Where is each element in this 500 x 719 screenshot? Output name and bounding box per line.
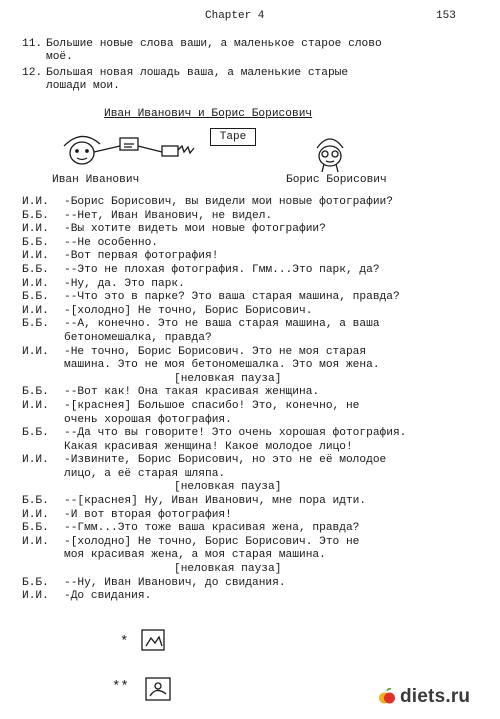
dialogue-text: очень хорошая фотография. bbox=[64, 413, 232, 426]
dialogue-line bbox=[22, 305, 492, 319]
speaker-label: И.И. bbox=[22, 535, 49, 548]
apple-icon bbox=[378, 688, 396, 706]
speaker-label: И.И. bbox=[22, 590, 49, 603]
dialogue-text: --Вот как! Она такая красивая женщина. bbox=[64, 386, 320, 399]
exercise-item bbox=[22, 38, 482, 64]
speaker-label: И.И. bbox=[22, 304, 49, 317]
speaker-label: Б.Б. bbox=[22, 236, 49, 249]
dialogue-line bbox=[22, 563, 492, 577]
dialogue-text: --А, конечно. Это не ваша старая машина, а ваша bbox=[64, 318, 380, 331]
dialogue-text: --Это не плохая фотография. Гмм...Это парк, да? bbox=[64, 263, 380, 276]
dialogue-line bbox=[22, 522, 492, 536]
dialogue-text: -Вот первая фотография! bbox=[64, 250, 219, 263]
speaker-label: Б.Б. bbox=[22, 263, 49, 276]
ivan-cartoon-icon bbox=[64, 136, 194, 164]
dialogue-text: -И вот вторая фотография! bbox=[64, 508, 232, 521]
dialogue-line bbox=[22, 386, 492, 400]
exercise-number: 12. bbox=[22, 67, 43, 79]
dialogue-line bbox=[22, 441, 492, 455]
dialogue-line bbox=[22, 318, 492, 332]
dialogue-text: -Ну, да. Это парк. bbox=[64, 277, 185, 290]
dialogue-line bbox=[22, 359, 492, 373]
dialogue-line bbox=[22, 196, 492, 210]
speaker-label: Б.Б. bbox=[22, 495, 49, 508]
dialogue-line bbox=[22, 481, 492, 495]
dialogue-text: --Нет, Иван Иванович, не видел. bbox=[64, 209, 273, 222]
speaker-label: Б.Б. bbox=[22, 522, 49, 535]
speaker-label: Б.Б. bbox=[22, 386, 49, 399]
chapter-label: Chapter 4 bbox=[205, 10, 265, 22]
dialogue-line bbox=[22, 332, 492, 346]
exercise-line: Большая новая лошадь ваша, а маленькие старые bbox=[46, 67, 349, 79]
dialogue-line bbox=[22, 250, 492, 264]
dialogue-text: моя красивая жена, а моя старая машина. bbox=[64, 549, 326, 562]
dialogue-text: [неловкая пауза] bbox=[174, 563, 282, 576]
dialogue-text: --Да что вы говорите! Это очень хорошая фотография. bbox=[64, 427, 407, 440]
speaker-label bbox=[22, 359, 64, 373]
dialogue-line bbox=[22, 278, 492, 292]
dialogue-line bbox=[22, 291, 492, 305]
dialogue-line bbox=[22, 495, 492, 509]
exercise-line: лошади мои. bbox=[46, 80, 120, 92]
dialogue-text: --Не особенно. bbox=[64, 236, 158, 249]
dialogue-line bbox=[22, 223, 492, 237]
speaker-label: И.И. bbox=[22, 277, 49, 290]
dialogue-text: -Не точно, Борис Борисович. Это не моя старая bbox=[64, 345, 367, 358]
speaker-label: И.И. bbox=[22, 196, 49, 208]
speaker-label bbox=[22, 441, 64, 455]
dialogue-text: бетономешалка, правда? bbox=[64, 331, 212, 344]
dialogue-text: -Борис Борисович, вы видели мои новые фотографии? bbox=[64, 196, 393, 208]
dialogue-line bbox=[22, 264, 492, 278]
dialogue-line bbox=[22, 590, 492, 604]
dialogue-text: --Что это в парке? Это ваша старая машина, правда? bbox=[64, 291, 400, 304]
speaker-label: И.И. bbox=[22, 508, 49, 521]
dialogue-text: -Извините, Борис Борисович, но это не её молодое bbox=[64, 454, 387, 467]
speaker-label: Б.Б. bbox=[22, 576, 49, 589]
photo-sketch-icon bbox=[112, 630, 170, 700]
dialogue-line bbox=[22, 414, 492, 428]
svg-text:**: ** bbox=[112, 679, 129, 695]
site-logo bbox=[378, 686, 470, 708]
dialogue-line bbox=[22, 549, 492, 563]
speaker-label: Б.Б. bbox=[22, 318, 49, 331]
dialogue-text: [неловкая пауза] bbox=[174, 372, 282, 385]
exercise-line: моё. bbox=[46, 51, 73, 63]
speaker-label: И.И. bbox=[22, 399, 49, 412]
dialogue-line bbox=[22, 536, 492, 550]
dialogue-text: [неловкая пауза] bbox=[174, 481, 282, 494]
exercise-item bbox=[22, 67, 482, 93]
svg-text:*: * bbox=[120, 634, 129, 650]
dialogue-text: машина. Это не моя бетономешалка. Это моя жена. bbox=[64, 359, 380, 372]
dialogue-line bbox=[22, 373, 492, 387]
speaker-label: Б.Б. bbox=[22, 209, 49, 222]
speaker-label: Б.Б. bbox=[22, 427, 49, 440]
dialogue-text: лицо, а её старая шляпа. bbox=[64, 467, 226, 480]
logo-text: diets.ru bbox=[400, 686, 471, 707]
speaker-label bbox=[22, 481, 64, 495]
speaker-label bbox=[22, 414, 64, 428]
speaker-label: И.И. bbox=[22, 345, 49, 358]
dialogue-line bbox=[22, 454, 492, 468]
dialogue-text: --Гмм...Это тоже ваша красивая жена, правда? bbox=[64, 522, 360, 535]
dialogue-text: -[холодно] Не точно, Борис Борисович. bbox=[64, 304, 313, 317]
dialogue-line bbox=[22, 346, 492, 360]
tape-label: Tape bbox=[210, 128, 256, 146]
dialogue-text: --[краснея] Ну, Иван Иванович, мне пора идти. bbox=[64, 495, 367, 508]
exercise-number: 11. bbox=[22, 38, 43, 50]
exercise-line: Большие новые слова ваши, а маленькое старое слово bbox=[46, 38, 382, 50]
speaker-label: И.И. bbox=[22, 223, 49, 236]
speaker-label: Б.Б. bbox=[22, 291, 49, 304]
dialogue-line bbox=[22, 210, 492, 224]
speaker-label: И.И. bbox=[22, 250, 49, 263]
dialogue-body bbox=[22, 196, 492, 604]
dialogue-line bbox=[22, 468, 492, 482]
speaker-label bbox=[22, 468, 64, 482]
speaker-label bbox=[22, 332, 64, 346]
dialogue-line bbox=[22, 400, 492, 414]
boris-cartoon-icon bbox=[317, 139, 343, 172]
dialogue-text: -[холодно] Не точно, Борис Борисович. Это не bbox=[64, 535, 360, 548]
caption-boris: Борис Борисович bbox=[286, 174, 387, 186]
speaker-label bbox=[22, 563, 64, 577]
dialogue-line bbox=[22, 237, 492, 251]
dialogue-text: -До свидания. bbox=[64, 590, 152, 603]
dialogue-line bbox=[22, 427, 492, 441]
speaker-label: И.И. bbox=[22, 454, 49, 467]
page-number: 153 bbox=[436, 10, 456, 22]
caption-ivan: Иван Иванович bbox=[52, 174, 140, 186]
dialogue-text: Какая красивая женщина! Какое молодое лицо! bbox=[64, 440, 353, 453]
speaker-label bbox=[22, 549, 64, 563]
dialogue-title: Иван Иванович и Борис Борисович bbox=[104, 108, 313, 120]
dialogue-line bbox=[22, 577, 492, 591]
dialogue-text: -[краснея] Большое спасибо! Это, конечно, не bbox=[64, 399, 360, 412]
dialogue-text: -Вы хотите видеть мои новые фотографии? bbox=[64, 223, 326, 236]
speaker-label bbox=[22, 373, 64, 387]
dialogue-line bbox=[22, 509, 492, 523]
dialogue-text: --Ну, Иван Иванович, до свидания. bbox=[64, 576, 286, 589]
